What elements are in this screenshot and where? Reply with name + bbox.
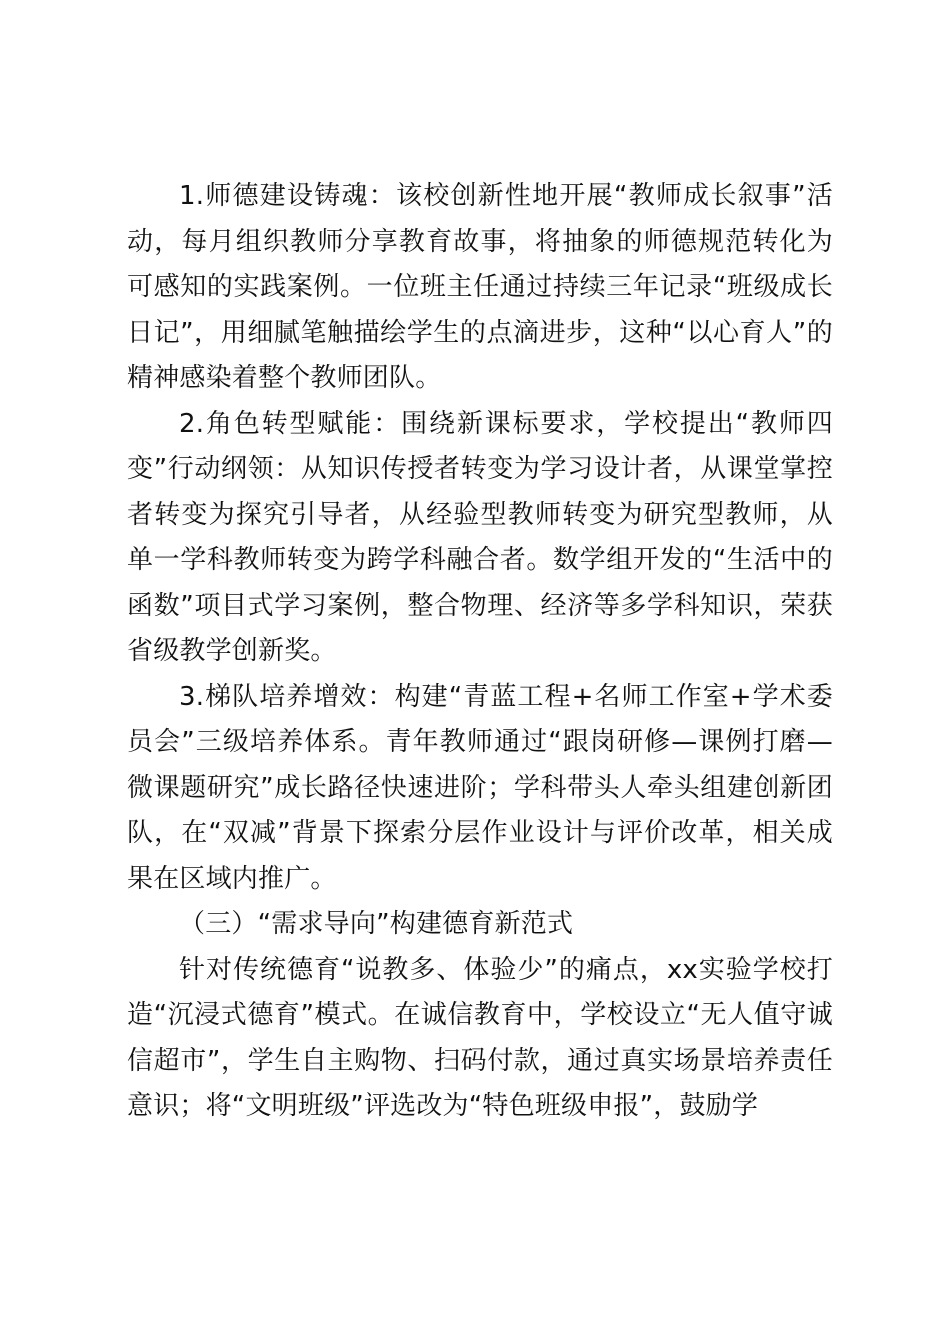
- section-heading-moral-education: （三）“需求导向”构建德育新范式: [179, 909, 574, 939]
- paragraph-tiered-training: 3.梯队培养增效：构建“青蓝工程+名师工作室+学术委员会”三级培养体系。青年教师通过“跟岗研修—课例打磨—微课题研究”成长路径快速进阶；学科带头人牵头组建创新团队，在“双减”背景下探索分层作业设计与评价改革，相关成果在区域内推广。: [127, 681, 833, 894]
- paragraph-teacher-ethics: 1.师德建设铸魂：该校创新性地开展“教师成长叙事”活动，每月组织教师分享教育故事，将抽象的师德规范转化为可感知的实践案例。一位班主任通过持续三年记录“班级成长日记”，用细腻笔触描绘学生的点滴进步，这种“以心育人”的精神感染着整个教师团队。: [127, 181, 833, 393]
- paragraph-immersive-moral-education: 针对传统德育“说教多、体验少”的痛点，xx实验学校打造“沉浸式德育”模式。在诚信教育中，学校设立“无人值守诚信超市”，学生自主购物、扫码付款，通过真实场景培养责任意识；将“文明班级”评选改为“特色班级申报”，鼓励学: [127, 954, 833, 1121]
- document-body: [127, 174, 833, 1130]
- paragraph-role-transformation: 2.角色转型赋能：围绕新课标要求，学校提出“教师四变”行动纲领：从知识传授者转变为学习设计者，从课堂掌控者转变为探究引导者，从经验型教师转变为研究型教师，从单一学科教师转变为跨学科融合者。数学组开发的“生活中的函数”项目式学习案例，整合物理、经济等多学科知识，荣获省级教学创新奖。: [127, 408, 833, 666]
